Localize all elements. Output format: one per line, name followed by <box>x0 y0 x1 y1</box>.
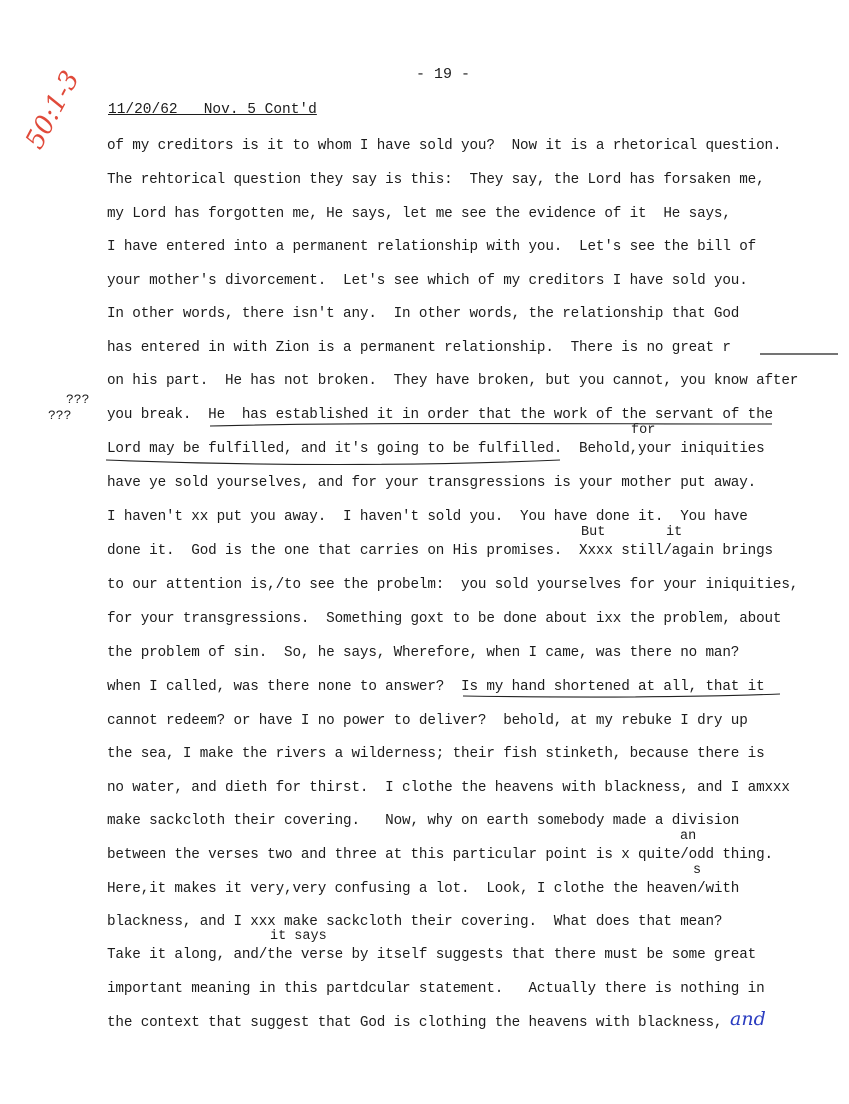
text-line-5: your mother's divorcement. Let's see which of my creditors I have sold you. <box>107 273 748 289</box>
insertion-but: But <box>581 525 606 540</box>
text-line-21: make sackcloth their covering. Now, why on earth somebody made a division <box>107 813 740 829</box>
text-line-4: I have entered into a permanent relationship with you. Let's see the bill of <box>107 239 757 255</box>
text-line-9: you break. He has established it in order that the work of the servant of the <box>107 407 773 423</box>
underline-fulfilled <box>106 460 560 465</box>
text-line-10: Lord may be fulfilled, and it's going to be fulfilled. Behold,your iniquities <box>107 441 765 457</box>
text-line-1: of my creditors is it to whom I have sold you? Now it is a rhetorical question. <box>107 138 782 154</box>
handwritten-and: and <box>730 1008 766 1030</box>
page-header: 11/20/62 Nov. 5 Cont'd <box>108 102 317 118</box>
text-line-7: has entered in with Zion is a permanent relationship. There is no great r <box>107 340 731 356</box>
margin-question-marks-bottom: ??? <box>48 408 72 423</box>
text-line-20: no water, and dieth for thirst. I clothe the heavens with blackness, and I amxxx <box>107 780 790 796</box>
handwritten-verse-reference: 50:1-3 <box>20 66 86 155</box>
text-line-11: have ye sold yourselves, and for your transgressions is your mother put away. <box>107 475 757 491</box>
text-line-13: done it. God is the one that carries on His promises. Xxxx still/again brings <box>107 543 773 559</box>
text-line-15: for your transgressions. Something goxt to be done about ixx the problem, about <box>107 611 782 627</box>
text-line-17: when I called, was there none to answer? Is my hand shortened at all, that it <box>107 679 765 695</box>
page-number: - 19 - <box>416 66 471 83</box>
text-line-19: the sea, I make the rivers a wilderness; their fish stinketh, because there is <box>107 746 765 762</box>
text-line-6: In other words, there isn't any. In other words, the relationship that God <box>107 306 740 322</box>
text-line-3: my Lord has forgotten me, He says, let me see the evidence of it He says, <box>107 206 731 222</box>
text-line-26: important meaning in this partdcular statement. Actually there is nothing in <box>107 981 765 997</box>
text-line-18: cannot redeem? or have I no power to deliver? behold, at my rebuke I dry up <box>107 713 748 729</box>
text-line-25: Take it along, and/the verse by itself suggests that there must be some great <box>107 947 757 963</box>
insertion-it-says: it says <box>270 929 327 944</box>
text-line-12: I haven't xx put you away. I haven't sold you. You have done it. You have <box>107 509 748 525</box>
insertion-an: an <box>680 829 697 844</box>
underline-hand-shortened <box>463 694 780 697</box>
text-line-27: the context that suggest that God is clothing the heavens with blackness, <box>107 1015 723 1031</box>
text-line-23: Here,it makes it very,very confusing a lot. Look, I clothe the heaven/with <box>107 881 740 897</box>
margin-question-marks-top: ??? <box>66 392 90 407</box>
text-line-22: between the verses two and three at this particular point is x quite/odd thing. <box>107 847 773 863</box>
text-line-14: to our attention is,/to see the probelm: you sold yourselves for your iniquities, <box>107 577 799 593</box>
text-line-16: the problem of sin. So, he says, Wherefore, when I came, was there no man? <box>107 645 740 661</box>
insertion-it: it <box>666 525 683 540</box>
text-line-8: on his part. He has not broken. They have broken, but you cannot, you know after <box>107 373 799 389</box>
underline-servant <box>210 424 772 427</box>
insertion-s: s <box>693 863 702 878</box>
text-line-2: The rehtorical question they say is this: They say, the Lord has forsaken me, <box>107 172 765 188</box>
text-line-24: blackness, and I xxx make sackcloth their covering. What does that mean? <box>107 914 723 930</box>
insertion-for: for <box>631 423 656 438</box>
